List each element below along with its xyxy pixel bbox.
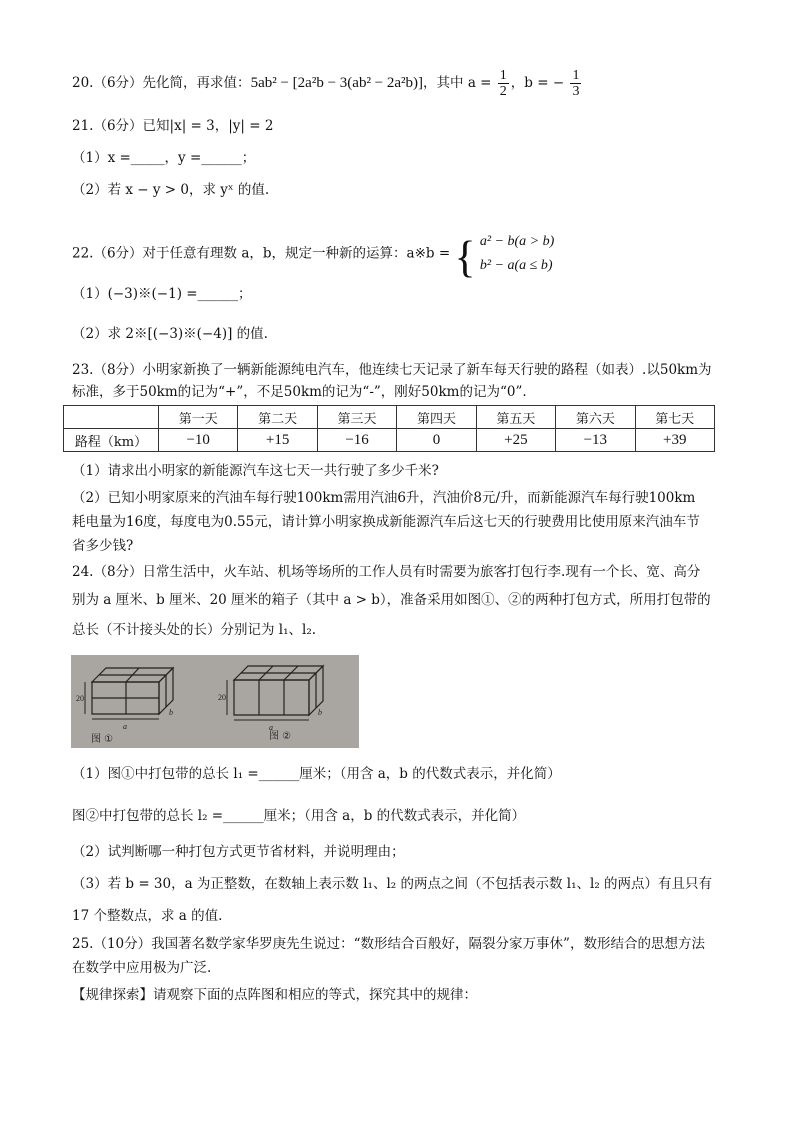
fig2-h-label: 20	[218, 693, 226, 702]
q20-expression: 5ab² − [2a²b − 3(ab² − 2a²b)]	[250, 75, 424, 91]
table-header-cell: 第七天	[635, 406, 714, 429]
fig2-b-label: b	[318, 708, 322, 717]
table-header-cell: 第五天	[476, 406, 555, 429]
table-cell: +15	[238, 429, 317, 452]
q24-line3: 总长（不计接头处的长）分别记为 l₁、l₂.	[72, 622, 317, 638]
q23-part2-line1: （2）已知小明家原来的汽油车每行驶100km需用汽油6升，汽油价8元/升，而新能源汽车每行驶100km	[72, 490, 696, 506]
q20-a-fraction: $\frac{1}{2}$	[499, 68, 507, 99]
q24-part1b: 图②中打包带的总长 l₂ =______厘米；（用含 a，b 的代数式表示，并化简）	[72, 808, 526, 824]
table-row	[64, 429, 715, 452]
q23-part2-line3: 省多少钱?	[72, 538, 134, 554]
box-figure-1	[92, 668, 173, 714]
q23-line2: 标准，多于50km的记为“+”，不足50km的记为“-”，刚好50km的记为“0”.	[72, 384, 527, 400]
table-row-label: 路程（km）	[64, 429, 159, 452]
fig1-a-label: a	[123, 722, 127, 731]
packaging-figure	[71, 655, 359, 748]
fig1-b-label: b	[169, 708, 173, 717]
q21-part1: （1）x =_____，y =______；	[72, 150, 256, 166]
q20-b-fraction: $\frac{1}{3}$	[572, 68, 580, 99]
q23-part1: （1）请求出小明家的新能源汽车这七天一共行驶了多少千米?	[72, 463, 439, 479]
q22-case-1: a² − b(a > b)	[479, 234, 555, 249]
table-header-cell: 第一天	[159, 406, 238, 429]
q23-part2-line2: 耗电量为16度，每度电为0.55元，请计算小明家换成新能源汽车后这七天的行驶费用比使用原来汽油车节	[72, 514, 700, 530]
table-header-row	[64, 406, 715, 429]
table-cell: 0	[397, 429, 476, 452]
q24-line1: 24.（8分）日常生活中，火车站、机场等场所的工作人员有时需要为旅客打包行李.现有一个长、宽、高分	[72, 564, 701, 580]
q22-head: 22.（6分）对于任意有理数 a，b，规定一种新的运算：a※b =	[72, 245, 451, 262]
q24-line2: 别为 a 厘米、b 厘米、20 厘米的箱子（其中 a > b），准备采用如图①、②的两种打包方式，所用打包带的	[72, 592, 711, 608]
table-cell: +39	[635, 429, 714, 452]
table-header-cell: 第四天	[397, 406, 476, 429]
q22-case-2: b² − a(a ≤ b)	[479, 258, 553, 273]
q22-cases	[480, 230, 554, 278]
q22-part1: （1）(−3)※(−1) =______；	[72, 286, 252, 302]
fig2-a-label: a	[269, 723, 273, 732]
q20-where-label: ，其中 a =	[423, 75, 492, 91]
q24-part3-line1: （3）若 b = 30，a 为正整数，在数轴上表示数 l₁、l₂ 的两点之间（不包括表示数 l₁、l₂ 的两点）有且只有	[72, 876, 713, 892]
box-figure-2	[234, 666, 323, 715]
table-cell: −13	[556, 429, 635, 452]
table-cell: −16	[317, 429, 396, 452]
q25-line1: 25.（10分）我国著名数学家华罗庚先生说过：“数形结合百般好，隔裂分家万事休”，数形结合的思想方法	[72, 936, 705, 952]
table-header-cell	[64, 406, 159, 429]
q25-line2: 在数学中应用极为广泛.	[72, 960, 212, 976]
table-header-cell: 第二天	[238, 406, 317, 429]
q24-part1a: （1）图①中打包带的总长 l₁ =______厘米；（用含 a，b 的代数式表示，并化简）	[72, 766, 561, 782]
q23-line1: 23.（8分）小明家新换了一辆新能源纯电汽车，他连续七天记录了新车每天行驶的路程（如表）.以50km为	[72, 362, 712, 378]
q21-part2: （2）若 x − y > 0，求 yˣ 的值.	[72, 182, 270, 198]
fig1-caption: 图 ①	[91, 734, 114, 745]
q24-part2: （2）试判断哪一种打包方式更节省材料，并说明理由；	[72, 844, 405, 860]
mileage-table	[63, 405, 715, 452]
q20-head: 20.（6分）先化简，再求值：	[72, 75, 251, 91]
q22-line	[72, 230, 555, 282]
table-header-cell: 第三天	[317, 406, 396, 429]
table-cell: +25	[476, 429, 555, 452]
fig2-caption: 图 ②	[269, 731, 292, 742]
table-header-cell: 第六天	[556, 406, 635, 429]
q21-head: 21.（6分）已知|x| = 3，|y| = 2	[72, 118, 274, 134]
fig1-h-label: 20	[76, 694, 84, 703]
q24-part3-line2: 17 个整数点，求 a 的值.	[72, 908, 223, 924]
q20-line	[72, 68, 583, 99]
brace-symbol: {	[454, 232, 476, 282]
table-cell: −10	[159, 429, 238, 452]
packing-diagram	[71, 655, 359, 748]
q20-b-label: ，b = −	[510, 75, 565, 91]
q25-line3: 【规律探索】请观察下面的点阵图和相应的等式，探究其中的规律：	[72, 987, 477, 1003]
q22-part2: （2）求 2※[(−3)※(−4)] 的值.	[72, 326, 268, 342]
